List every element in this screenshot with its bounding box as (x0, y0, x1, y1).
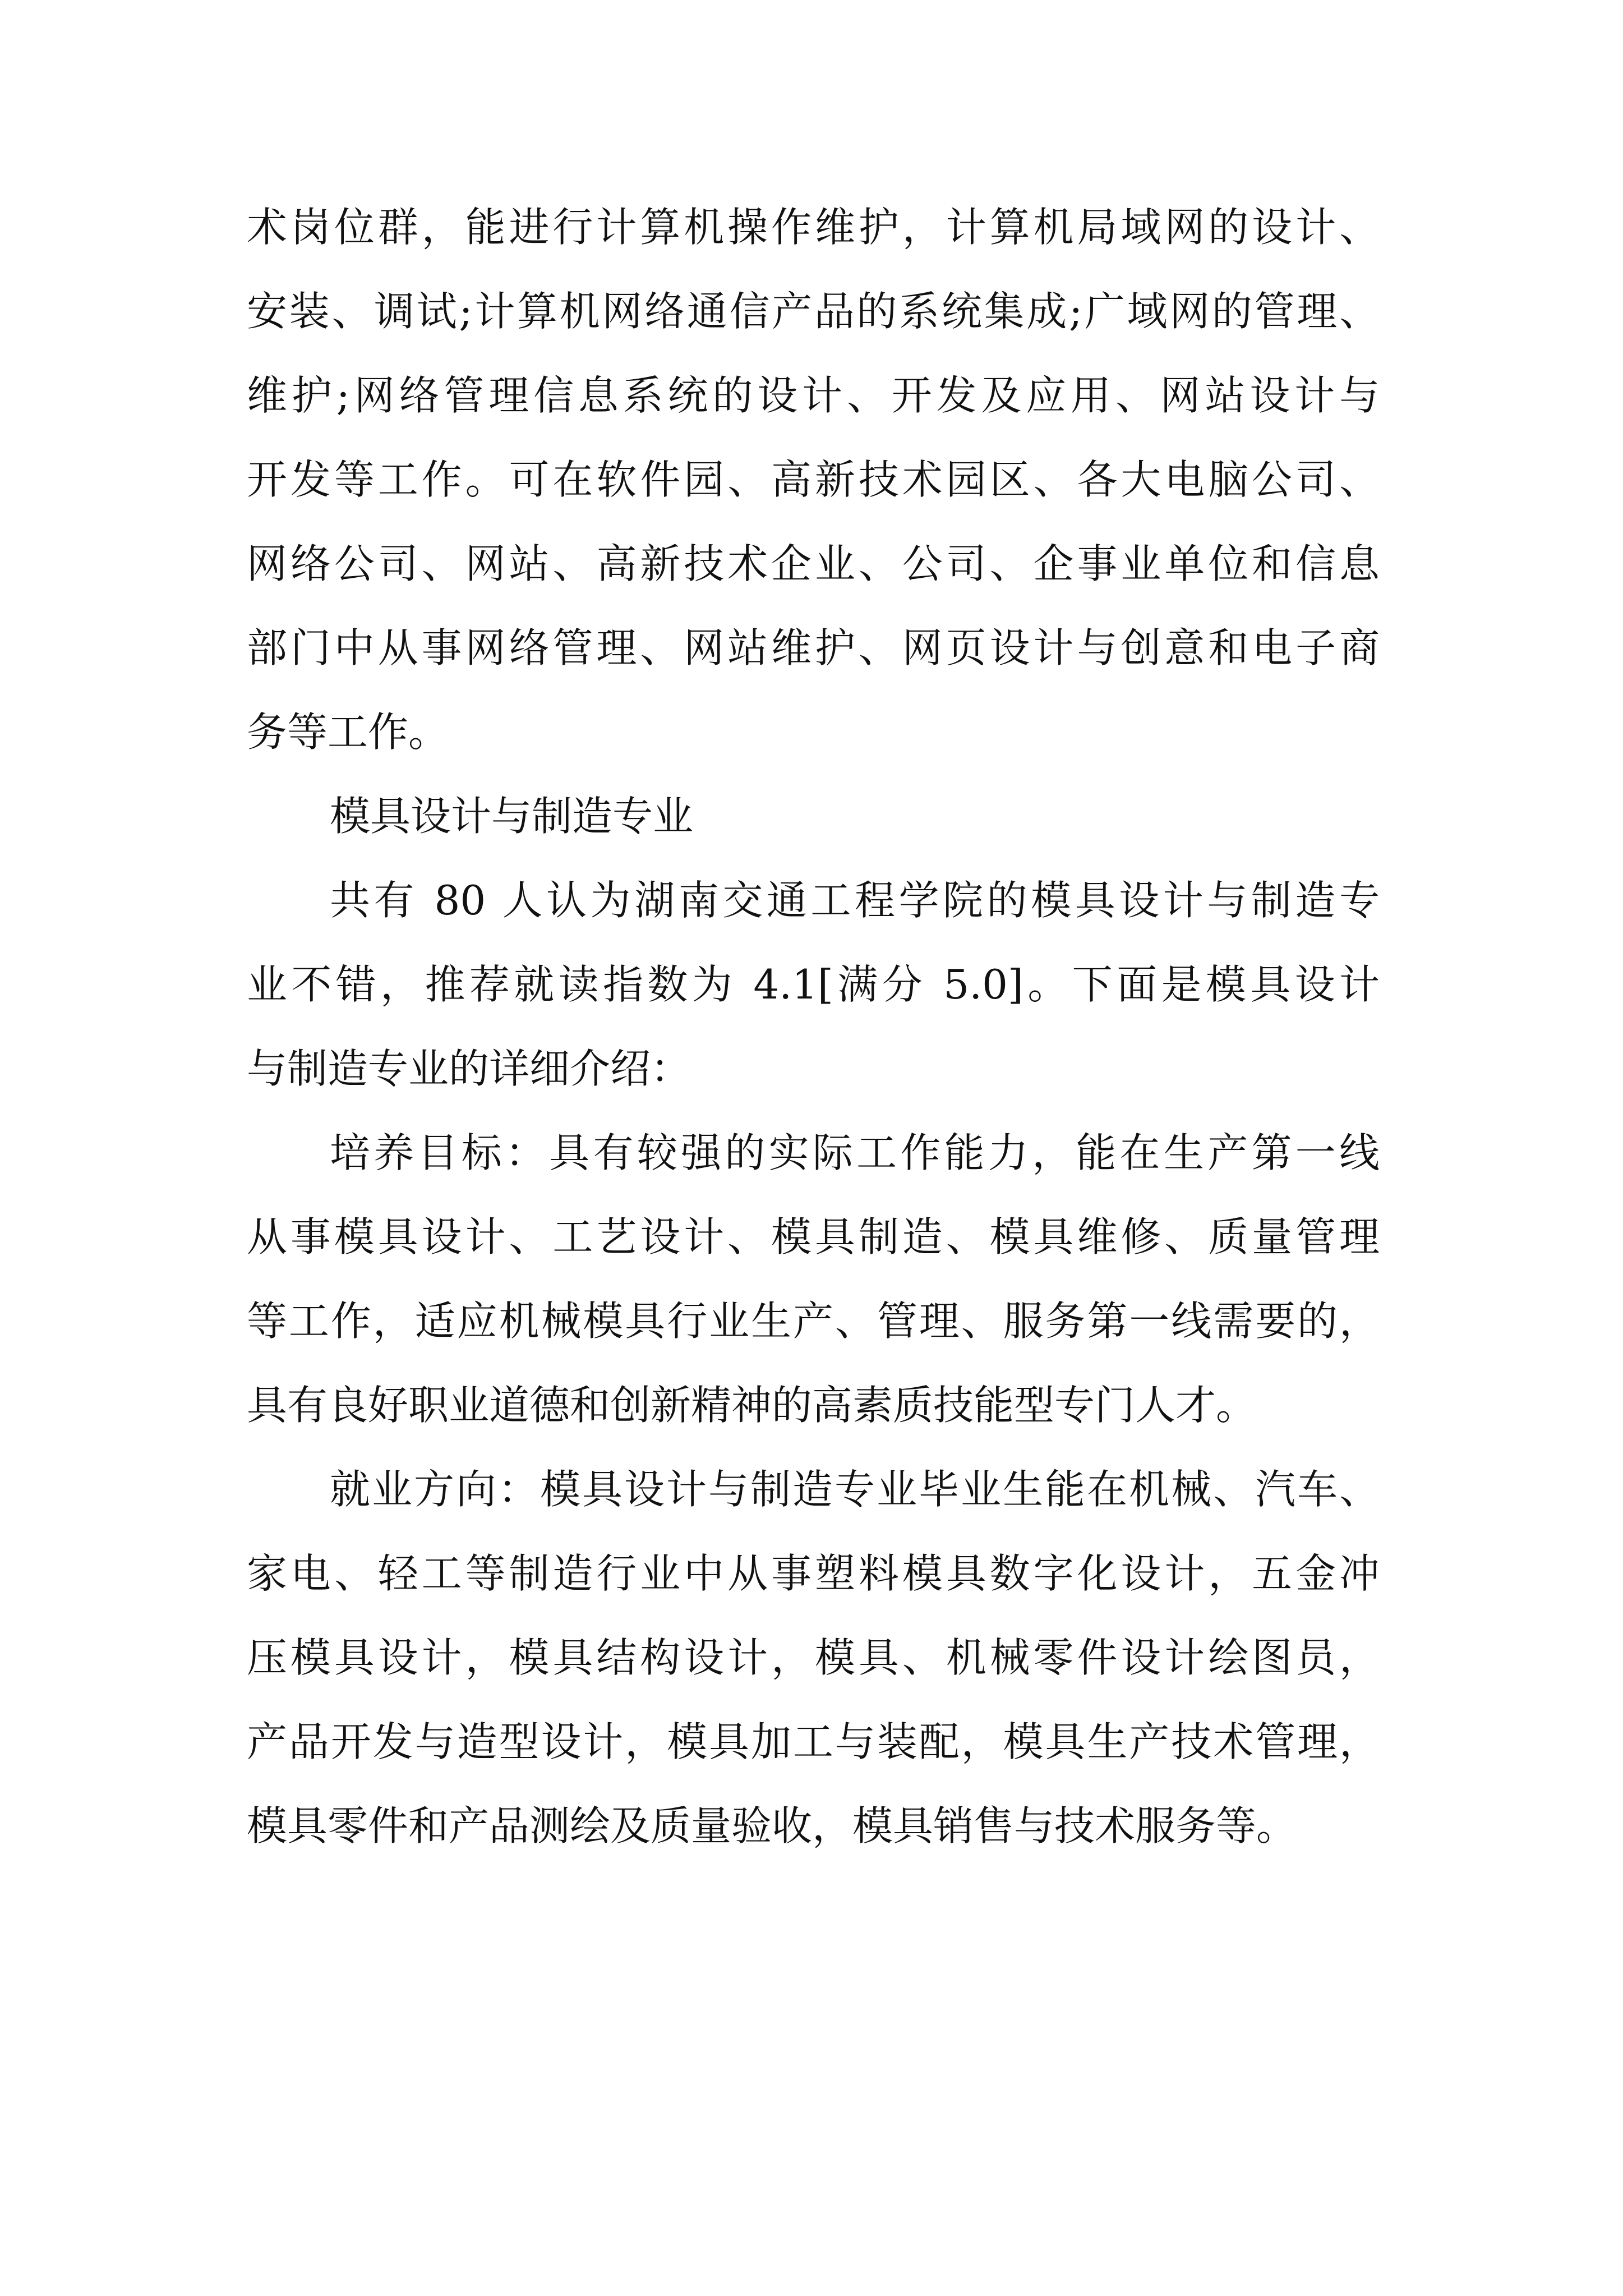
text-line: 开发等工作。可在软件园、高新技术园区、各大电脑公司、 (247, 456, 1380, 503)
body-text (247, 185, 1380, 1868)
paragraph-mold-employment (247, 1447, 1380, 1868)
text-line: 业不错，推荐就读指数为 4.1[满分 5.0]。下面是模具设计 (247, 961, 1380, 1008)
text-line: 从事模具设计、工艺设计、模具制造、模具维修、质量管理 (247, 1213, 1380, 1260)
paragraph-mold-recommendation (247, 858, 1380, 1111)
text-line: 产品开发与造型设计，模具加工与装配，模具生产技术管理， (247, 1718, 1380, 1765)
paragraph-mold-training-goal (247, 1111, 1380, 1447)
text-line: 压模具设计，模具结构设计，模具、机械零件设计绘图员， (247, 1634, 1380, 1681)
text-line: 维护;网络管理信息系统的设计、开发及应用、网站设计与 (247, 372, 1380, 419)
text-line: 模具零件和产品测绘及质量验收，模具销售与技术服务等。 (247, 1802, 1297, 1849)
text-line: 就业方向：模具设计与制造专业毕业生能在机械、汽车、 (330, 1466, 1380, 1513)
section-heading-mold-major (247, 774, 1380, 858)
text-line: 家电、轻工等制造行业中从事塑料模具数字化设计，五金冲 (247, 1550, 1380, 1597)
section-heading: 模具设计与制造专业 (330, 793, 694, 840)
paragraph-network-employment (247, 185, 1380, 774)
text-line: 培养目标：具有较强的实际工作能力，能在生产第一线 (330, 1129, 1380, 1176)
text-line: 务等工作。 (247, 708, 449, 756)
text-line: 网络公司、网站、高新技术企业、公司、企事业单位和信息 (247, 540, 1380, 587)
text-line: 部门中从事网络管理、网站维护、网页设计与创意和电子商 (247, 624, 1380, 671)
text-line: 等工作，适应机械模具行业生产、管理、服务第一线需要的， (247, 1297, 1380, 1345)
text-line: 术岗位群，能进行计算机操作维护，计算机局域网的设计、 (247, 204, 1380, 251)
text-line: 具有良好职业道德和创新精神的高素质技能型专门人才。 (247, 1382, 1257, 1429)
text-line: 与制造专业的详细介绍： (247, 1045, 691, 1092)
text-line: 安装、调试;计算机网络通信产品的系统集成;广域网的管理、 (247, 288, 1380, 335)
text-line: 共有 80 人认为湖南交通工程学院的模具设计与制造专 (330, 877, 1380, 924)
